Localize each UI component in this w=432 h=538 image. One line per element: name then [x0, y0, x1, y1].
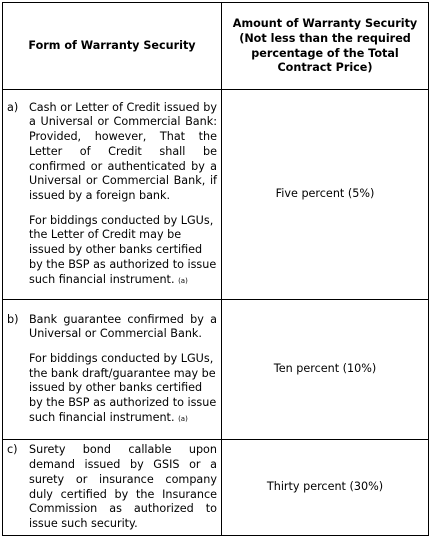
item-text: Cash or Letter of Credit issued by a Universal or Commercial Bank: Provided, however, That the Letter of Credit shall be confirmed or authenticated by a Universal or Commercial Bank, if issued by a foreign bank.: [29, 100, 217, 202]
item-main: [7, 443, 217, 531]
note-reference: (a): [178, 414, 188, 423]
amount-cell: Ten percent (10%): [222, 300, 429, 440]
header-amount-of-warranty-security: Amount of Warranty Security (Not less than the required percentage of the Total Contract Price): [222, 3, 429, 90]
note-reference: (a): [178, 276, 188, 285]
item-note: [7, 352, 217, 427]
note-text: For biddings conducted by LGUs, the bank draft/guarantee may be issued by other banks certified by the BSP as authorized to issue such financial instrument.: [29, 351, 217, 424]
item-text: Bank guarantee confirmed by a Universal or Commercial Bank.: [29, 312, 217, 341]
item-marker: c): [7, 443, 18, 457]
header-form-of-warranty-security: Form of Warranty Security: [3, 3, 222, 90]
item-main: [7, 313, 217, 342]
form-cell: [3, 440, 222, 536]
table-row: [3, 440, 429, 536]
amount-cell: Five percent (5%): [222, 90, 429, 300]
warranty-security-table: [2, 2, 429, 536]
form-cell: [3, 300, 222, 440]
item-marker: a): [7, 100, 19, 114]
table-row: [3, 90, 429, 300]
form-cell: [3, 90, 222, 300]
note-text: For biddings conducted by LGUs, the Letter of Credit may be issued by other banks certified by the BSP as authorized to issue such financial instrument.: [29, 213, 217, 286]
item-marker: b): [7, 312, 19, 326]
amount-cell: Thirty percent (30%): [222, 440, 429, 536]
item-text: Surety bond callable upon demand issued by GSIS or a surety or insurance company duly certified by the Insurance Commission as authorized to issue such security.: [29, 443, 217, 530]
table-row: [3, 300, 429, 440]
item-main: [7, 101, 217, 204]
item-note: [7, 214, 217, 289]
header-row: [3, 3, 429, 90]
